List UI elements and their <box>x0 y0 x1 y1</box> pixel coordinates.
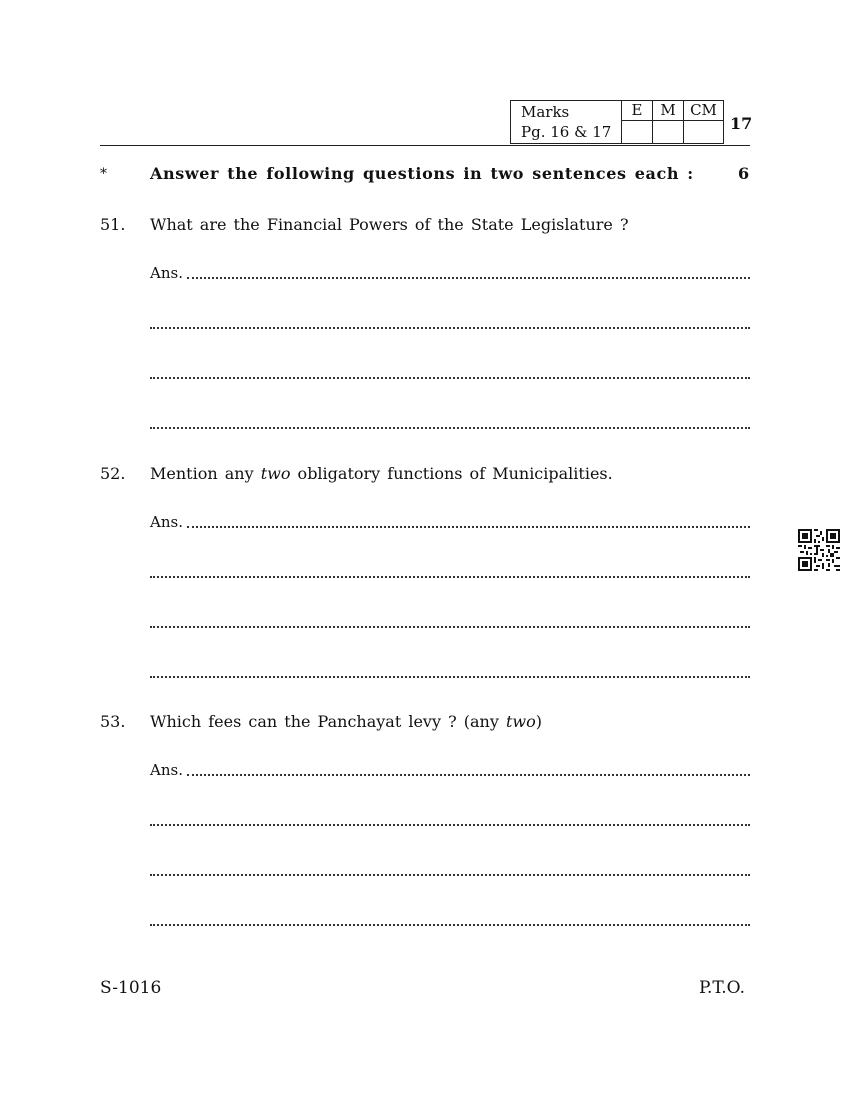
answer-line[interactable] <box>150 663 750 681</box>
section-marks: 6 <box>738 164 750 183</box>
column-cm-header: CM <box>684 101 723 121</box>
page-number: 17 <box>730 114 753 133</box>
question-text-part: What are the Financial Powers of the State Legislature ? <box>150 215 629 234</box>
answer-line[interactable] <box>150 414 750 432</box>
header-divider <box>100 145 750 146</box>
answer-line[interactable] <box>150 314 750 332</box>
question-text <box>150 215 629 234</box>
section-marker: * <box>100 166 107 182</box>
answer-line[interactable] <box>150 613 750 631</box>
dotted-line <box>150 824 750 826</box>
dotted-line <box>187 526 750 528</box>
dotted-line <box>150 874 750 876</box>
question-text-part: obligatory functions of Municipalities. <box>290 464 613 483</box>
answer-line[interactable] <box>150 861 750 879</box>
answer-label: Ans. <box>150 264 183 282</box>
question-text <box>150 464 613 483</box>
marks-label-cell <box>511 101 622 143</box>
answer-label: Ans. <box>150 761 183 779</box>
qr-code-icon <box>798 529 840 571</box>
dotted-line <box>150 377 750 379</box>
marks-label: Marks <box>521 103 570 121</box>
column-m-cell[interactable] <box>653 121 684 143</box>
answer-line[interactable] <box>150 911 750 929</box>
question-number: 51. <box>100 215 126 234</box>
answer-line[interactable] <box>150 264 750 282</box>
answer-label: Ans. <box>150 513 183 531</box>
section-instruction: Answer the following questions in two sentences each : <box>150 164 694 183</box>
dotted-line <box>150 576 750 578</box>
pages-label: Pg. 16 & 17 <box>521 123 612 141</box>
question-text-part: Which fees can the Panchayat levy ? (any <box>150 712 506 731</box>
answer-line[interactable] <box>150 761 750 779</box>
dotted-line <box>187 774 750 776</box>
question-number: 52. <box>100 464 126 483</box>
paper-code: S-1016 <box>100 978 162 998</box>
question-text <box>150 712 542 731</box>
please-turn-over: P.T.O. <box>699 978 745 998</box>
column-e-header: E <box>622 101 653 121</box>
column-m-header: M <box>653 101 684 121</box>
answer-line[interactable] <box>150 513 750 531</box>
dotted-line <box>150 327 750 329</box>
dotted-line <box>150 676 750 678</box>
column-cm-cell[interactable] <box>684 121 723 143</box>
column-e-cell[interactable] <box>622 121 653 143</box>
question-text-italic: two <box>505 712 536 731</box>
dotted-line <box>150 626 750 628</box>
question-text-italic: two <box>260 464 291 483</box>
question-text-part: ) <box>535 712 542 731</box>
answer-line[interactable] <box>150 364 750 382</box>
question-number: 53. <box>100 712 126 731</box>
answer-line[interactable] <box>150 563 750 581</box>
question-text-part: Mention any <box>150 464 261 483</box>
marks-table <box>510 100 724 144</box>
dotted-line <box>150 427 750 429</box>
answer-line[interactable] <box>150 811 750 829</box>
dotted-line <box>150 924 750 926</box>
dotted-line <box>187 277 750 279</box>
